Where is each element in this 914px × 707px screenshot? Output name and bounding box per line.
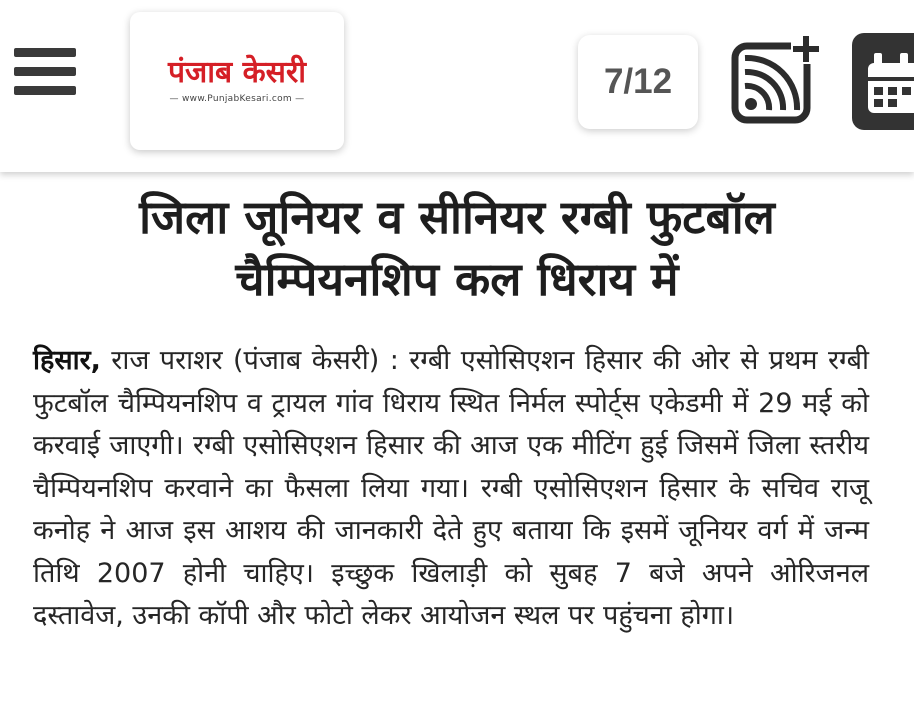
menu-button[interactable] bbox=[14, 44, 76, 100]
logo-url: — www.PunjabKesari.com — bbox=[169, 94, 305, 104]
article-headline: जिला जूनियर व सीनियर रग्बी फुटबॉल चैम्पियनशिप कल धिराय में bbox=[139, 190, 775, 306]
calendar-icon bbox=[852, 33, 914, 130]
hamburger-menu-icon bbox=[14, 48, 76, 57]
logo-title: पंजाब केसरी bbox=[167, 55, 306, 90]
publication-logo[interactable] bbox=[130, 12, 344, 150]
article-body-text: राज पराशर (पंजाब केसरी) : रग्बी एसोसिएशन हिसार की ओर से प्रथम रग्बी फुटबॉल चैम्पियनशिप व ट्रायल गांव धिराय स्थित निर्मल स्पोर्ट्स एकेडमी में 29 मई को करवाई जाएगी। रग्बी एसोसिएशन हिसार की आज एक मीटिंग हुई जिसमें जिला स्तरीय चैम्पियनशिप करवाने का फैसला लिया गया। रग्बी एसोसिएशन हिसार के सचिव राजू कनोह ने आज इस आशय की जानकारी देते हुए बताया कि इसमें जूनियर वर्ग में जन्म तिथि 2007 होनी चाहिए। इच्छुक खिलाड़ी को सुबह 7 बजे अपने ओरिजनल दस्तावेज, उनकी कॉपी और फोटो लेकर आयोजन स्थल पर पहुंचना होगा। bbox=[33, 345, 869, 631]
add-feed-button[interactable] bbox=[729, 34, 821, 126]
rss-add-icon bbox=[729, 34, 821, 126]
article-body bbox=[33, 340, 869, 638]
article-dateline: हिसार, bbox=[33, 345, 101, 376]
page-counter-button[interactable]: 7/12 bbox=[578, 35, 698, 129]
top-toolbar bbox=[0, 0, 914, 172]
article-clipping bbox=[0, 172, 914, 707]
calendar-button[interactable] bbox=[852, 33, 914, 130]
